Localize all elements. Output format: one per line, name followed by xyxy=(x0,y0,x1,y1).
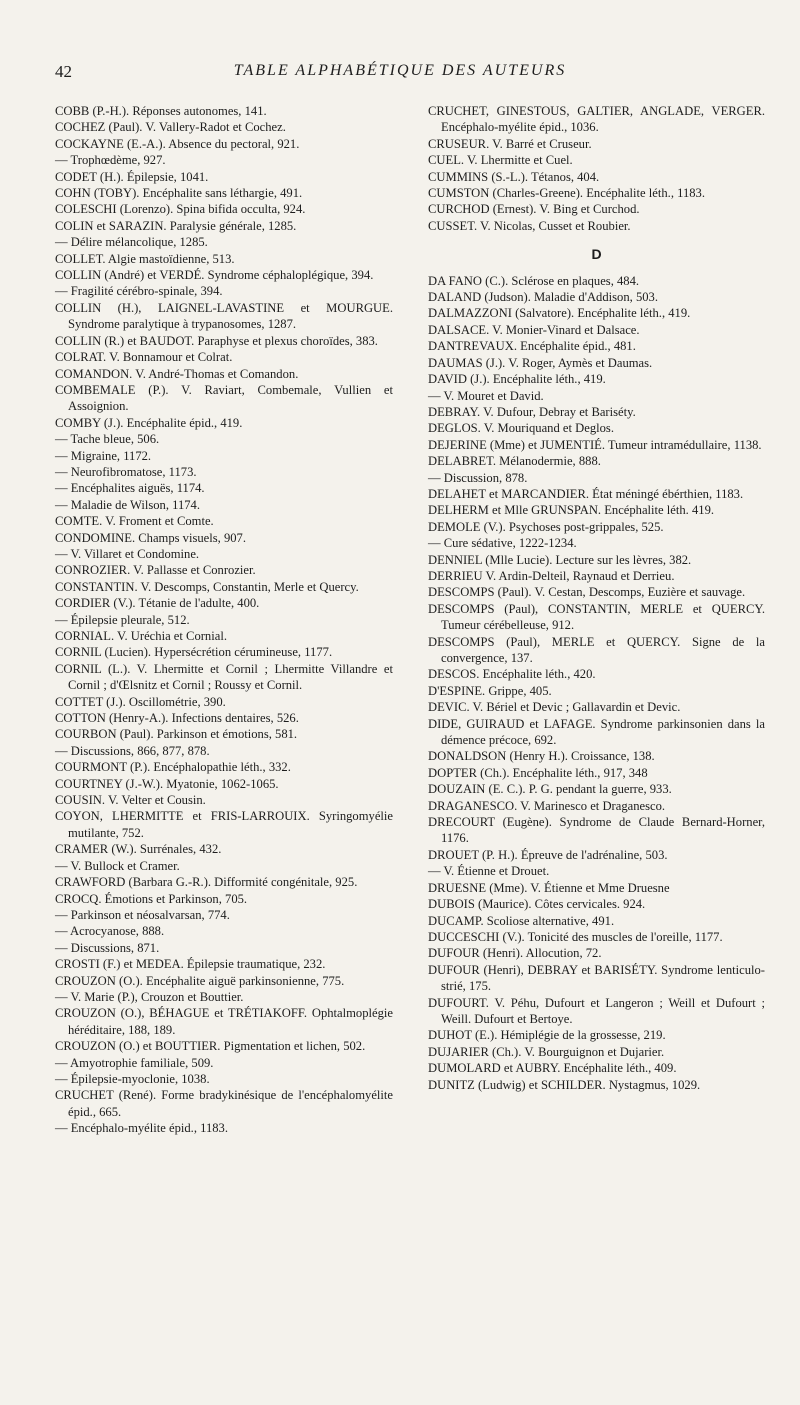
index-entry: — V. Bullock et Cramer. xyxy=(55,858,180,873)
index-entry: DELABRET. Mélanodermie, 888. xyxy=(428,454,601,469)
index-entry: DUBOIS (Maurice). Côtes cervicales. 924. xyxy=(428,897,646,912)
index-entry: — Migraine, 1172. xyxy=(55,448,152,463)
index-entry: COBB (P.-H.). Réponses autonomes, 141. xyxy=(55,104,267,118)
left-column xyxy=(55,103,393,1137)
index-entry: — Acrocyanose, 888. xyxy=(55,924,165,939)
index-entry: — Discussion, 878. xyxy=(428,470,528,485)
index-entry: DESCOMPS (Paul), CONSTANTIN, MERLE et QUERCY. Tumeur cérébelleuse, 912. xyxy=(428,601,765,633)
index-entry: CROUZON (O.). Encéphalite aiguë parkinsonienne, 775. xyxy=(55,973,345,988)
index-entry: COLLIN (André) et VERDÉ. Syndrome céphaloplégique, 394. xyxy=(55,268,374,283)
page-number: 42 xyxy=(55,62,72,81)
index-entry: CORDIER (V.). Tétanie de l'adulte, 400. xyxy=(55,596,260,611)
index-entry: CONSTANTIN. V. Descomps, Constantin, Merle et Quercy. xyxy=(55,579,359,594)
index-entry: COLLET. Algie mastoïdienne, 513. xyxy=(55,251,235,266)
index-entry: COURMONT (P.). Encéphalopathie léth., 332. xyxy=(55,760,291,775)
index-entry: DUCAMP. Scoliose alternative, 491. xyxy=(428,913,615,928)
index-entry: DUNITZ (Ludwig) et SCHILDER. Nystagmus, 1029. xyxy=(428,1077,701,1092)
index-entry: DIDE, GUIRAUD et LAFAGE. Syndrome parkinsonien dans la démence précoce, 692. xyxy=(428,716,765,748)
index-entry: DANTREVAUX. Encéphalite épid., 481. xyxy=(428,339,636,354)
index-entry: — V. Mouret et David. xyxy=(428,388,544,403)
right-column xyxy=(428,103,765,1093)
index-entry: COLIN et SARAZIN. Paralysie générale, 1285. xyxy=(55,218,297,233)
index-entry: — Tache bleue, 506. xyxy=(55,432,160,447)
index-entry: CROSTI (F.) et MEDEA. Épilepsie traumatique, 232. xyxy=(55,957,326,972)
index-entry: DUHOT (E.). Hémiplégie de la grossesse, 219. xyxy=(428,1028,666,1043)
right-column-top-entries xyxy=(428,103,765,234)
index-entry: DALMAZZONI (Salvatore). Encéphalite léth., 419. xyxy=(428,306,691,321)
index-entry: COTTON (Henry-A.). Infections dentaires, 526. xyxy=(55,711,299,726)
index-entry: COLESCHI (Lorenzo). Spina bifida occulta, 924. xyxy=(55,202,306,217)
index-entry: — Parkinson et néosalvarsan, 774. xyxy=(55,907,230,922)
index-entry: D'ESPINE. Grippe, 405. xyxy=(428,683,552,698)
index-entry: CROUZON (O.), BÉHAGUE et TRÉTIAKOFF. Ophtalmoplégie héréditaire, 188, 189. xyxy=(55,1006,393,1037)
index-entry: — Amyotrophie familiale, 509. xyxy=(55,1055,214,1070)
index-entry: — Neurofibromatose, 1173. xyxy=(55,464,197,479)
index-entry: CUMSTON (Charles-Greene). Encéphalite léth., 1183. xyxy=(428,186,705,201)
index-entry: DEJERINE (Mme) et JUMENTIÉ. Tumeur intramédullaire, 1138. xyxy=(428,437,762,452)
index-entry: CUMMINS (S.-L.). Tétanos, 404. xyxy=(428,169,600,184)
index-entry: DOPTER (Ch.). Encéphalite léth., 917, 348 xyxy=(428,765,648,780)
index-entry: COLLIN (R.) et BAUDOT. Paraphyse et plexus choroïdes, 383. xyxy=(55,333,378,348)
index-entry: DALSACE. V. Monier-Vinard et Dalsace. xyxy=(428,322,640,337)
index-entry: CUSSET. V. Nicolas, Cusset et Roubier. xyxy=(428,218,631,233)
index-entry: CORNIAL. V. Uréchia et Cornial. xyxy=(55,629,227,643)
index-entry: DENNIEL (Mlle Lucie). Lecture sur les lèvres, 382. xyxy=(428,552,692,567)
index-entry: COUSIN. V. Velter et Cousin. xyxy=(55,793,206,808)
index-entry: — Épilepsie pleurale, 512. xyxy=(55,612,190,627)
index-entry: DELAHET et MARCANDIER. État méningé ébérthien, 1183. xyxy=(428,486,744,501)
index-entry: CRUSEUR. V. Barré et Cruseur. xyxy=(428,136,592,151)
index-entry: COMANDON. V. André-Thomas et Comandon. xyxy=(55,366,299,381)
index-entry: DA FANO (C.). Sclérose en plaques, 484. xyxy=(428,273,640,288)
index-entry: — V. Marie (P.), Crouzon et Bouttier. xyxy=(55,989,244,1004)
page-header xyxy=(55,62,745,84)
index-entry: CONROZIER. V. Pallasse et Conrozier. xyxy=(55,563,256,578)
index-entry: CRUCHET (René). Forme bradykinésique de l'encéphalomyélite épid., 665. xyxy=(55,1088,393,1119)
index-entry: DUFOUR (Henri), DEBRAY et BARISÉTY. Syndrome lenticulo-strié, 175. xyxy=(428,962,765,994)
index-entry: — Discussions, 871. xyxy=(55,940,160,955)
index-entry: DRUESNE (Mme). V. Étienne et Mme Druesne xyxy=(428,880,670,895)
index-entry: — Encéphalo-myélite épid., 1183. xyxy=(55,1121,228,1136)
index-entry: — Maladie de Wilson, 1174. xyxy=(55,497,200,512)
index-entry: DEVIC. V. Bériel et Devic ; Gallavardin et Devic. xyxy=(428,700,681,715)
running-head: TABLE ALPHABÉTIQUE DES AUTEURS xyxy=(233,62,567,79)
index-entry: CONDOMINE. Champs visuels, 907. xyxy=(55,530,247,545)
index-entry: DRECOURT (Eugène). Syndrome de Claude Bernard-Horner, 1176. xyxy=(428,815,765,846)
index-entry: — Délire mélancolique, 1285. xyxy=(55,235,208,250)
index-entry: CUEL. V. Lhermitte et Cuel. xyxy=(428,153,573,168)
index-entry: CORNIL (L.). V. Lhermitte et Cornil ; Lhermitte Villandre et Cornil ; d'Œlsnitz et Cornil ; Roussy et Cornil. xyxy=(55,661,393,693)
index-entry: COCHEZ (Paul). V. Vallery-Radot et Cochez. xyxy=(55,120,286,135)
index-entry: COMTE. V. Froment et Comte. xyxy=(55,514,214,529)
index-entry: CORNIL (Lucien). Hypersécrétion cérumineuse, 1177. xyxy=(55,645,333,660)
index-entry: COMBEMALE (P.). V. Raviart, Combemale, Vullien et Assoignion. xyxy=(55,382,393,414)
index-entry: DUMOLARD et AUBRY. Encéphalite léth., 409. xyxy=(428,1061,677,1076)
index-entry: CRUCHET, GINESTOUS, GALTIER, ANGLADE, VERGER. Encéphalo-myélite épid., 1036. xyxy=(428,104,765,135)
index-entry: DESCOMPS (Paul), MERLE et QUERCY. Signe de la convergence, 137. xyxy=(428,634,765,665)
index-entry: COURTNEY (J.-W.). Myatonie, 1062-1065. xyxy=(55,776,279,791)
index-entry: COMBY (J.). Encéphalite épid., 419. xyxy=(55,415,243,430)
index-entry: CROCQ. Émotions et Parkinson, 705. xyxy=(55,891,248,906)
index-entry: — Discussions, 866, 877, 878. xyxy=(55,743,210,758)
index-entry: CODET (H.). Épilepsie, 1041. xyxy=(55,169,209,184)
index-entry: DERRIEU V. Ardin-Delteil, Raynaud et Derrieu. xyxy=(428,568,675,583)
index-entry: DUFOUR (Henri). Allocution, 72. xyxy=(428,946,602,961)
index-entry: COLLIN (H.), LAIGNEL-LAVASTINE et MOURGUE. Syndrome paralytique à trypanosomes, 1287. xyxy=(55,300,393,332)
section-letter-heading: D xyxy=(591,246,602,263)
index-entry: DUFOURT. V. Péhu, Dufourt et Langeron ; Weill et Dufourt ; Weill. Dufourt et Bertoye. xyxy=(428,995,765,1026)
index-entry: DOUZAIN (E. C.). P. G. pendant la guerre, 933. xyxy=(428,782,672,797)
index-entry: DESCOMPS (Paul). V. Cestan, Descomps, Euzière et sauvage. xyxy=(428,585,746,600)
index-entry: — Cure sédative, 1222-1234. xyxy=(428,536,577,551)
index-entry: — V. Étienne et Drouet. xyxy=(428,864,550,879)
index-entry: CURCHOD (Ernest). V. Bing et Curchod. xyxy=(428,202,640,217)
index-entry: COCKAYNE (E.-A.). Absence du pectoral, 921. xyxy=(55,136,300,151)
index-entry: COYON, LHERMITTE et FRIS-LARROUIX. Syringomyélie mutilante, 752. xyxy=(55,809,393,840)
index-entry: COURBON (Paul). Parkinson et émotions, 581. xyxy=(55,727,298,742)
index-entry: DROUET (P. H.). Épreuve de l'adrénaline, 503. xyxy=(428,847,668,862)
right-column-bottom-entries xyxy=(428,273,765,1093)
index-entry: — Trophœdème, 927. xyxy=(55,153,166,168)
index-entry: DALAND (Judson). Maladie d'Addison, 503. xyxy=(428,290,658,305)
index-entry: — Encéphalites aiguës, 1174. xyxy=(55,481,205,496)
index-entry: CROUZON (O.) et BOUTTIER. Pigmentation et lichen, 502. xyxy=(55,1039,366,1054)
index-entry: DESCOS. Encéphalite léth., 420. xyxy=(428,667,596,682)
index-entry: DEGLOS. V. Mouriquand et Deglos. xyxy=(428,421,614,436)
index-entry: — V. Villaret et Condomine. xyxy=(55,546,200,561)
index-entry: DRAGANESCO. V. Marinesco et Draganesco. xyxy=(428,798,666,813)
index-entry: CRAWFORD (Barbara G.-R.). Difformité congénitale, 925. xyxy=(55,875,358,890)
index-entry: — Fragilité cérébro-spinale, 394. xyxy=(55,284,223,299)
index-entry: DUJARIER (Ch.). V. Bourguignon et Dujarier. xyxy=(428,1044,665,1059)
index-entry: DUCCESCHI (V.). Tonicité des muscles de l'oreille, 1177. xyxy=(428,929,723,944)
index-entry: DONALDSON (Henry H.). Croissance, 138. xyxy=(428,749,655,764)
index-entry: DAVID (J.). Encéphalite léth., 419. xyxy=(428,372,606,387)
index-entry: COHN (TOBY). Encéphalite sans léthargie, 491. xyxy=(55,186,303,201)
index-entry: DEMOLE (V.). Psychoses post-grippales, 525. xyxy=(428,519,664,534)
index-entry: DELHERM et Mlle GRUNSPAN. Encéphalite léth. 419. xyxy=(428,503,715,518)
index-entry: COLRAT. V. Bonnamour et Colrat. xyxy=(55,350,233,365)
index-entry: — Épilepsie-myoclonie, 1038. xyxy=(55,1071,210,1086)
index-entry: DAUMAS (J.). V. Roger, Aymès et Daumas. xyxy=(428,355,653,370)
index-entry: DEBRAY. V. Dufour, Debray et Bariséty. xyxy=(428,404,636,419)
index-entry: CRAMER (W.). Surrénales, 432. xyxy=(55,842,222,857)
index-entry: COTTET (J.). Oscillométrie, 390. xyxy=(55,694,226,709)
